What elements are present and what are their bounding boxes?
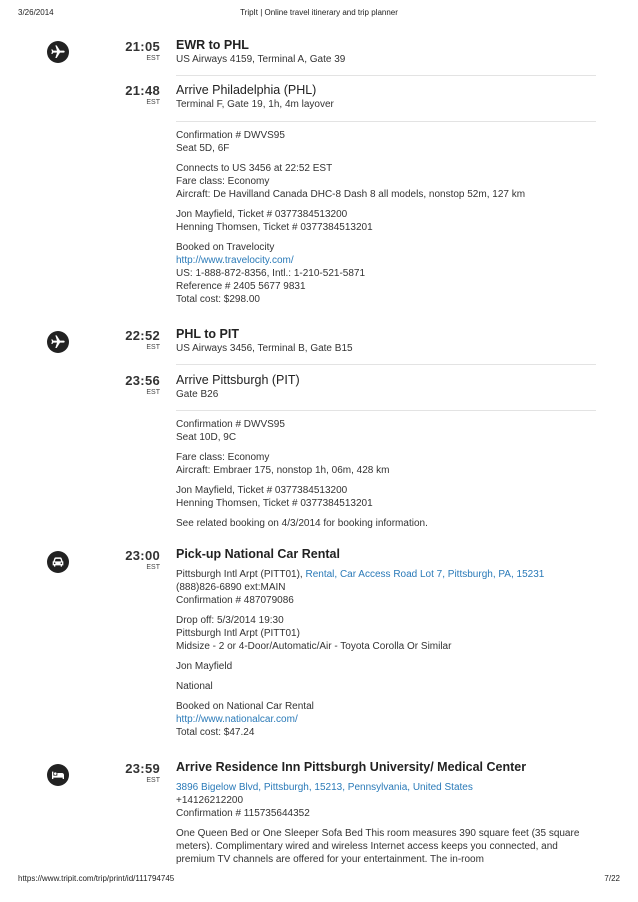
agency-phone: US: 1-888-872-8356, Intl.: 1-210-521-5871 [176, 268, 366, 279]
segment-subtitle: Gate B26 [176, 389, 219, 400]
booking-agency: Booked on Travelocity [176, 242, 275, 253]
seat-info: Seat 5D, 6F [176, 143, 230, 154]
room-description: One Queen Bed or One Sleeper Sofa Bed This room measures 390 square feet (35 square meters). Complimentary wired and wireless Internet access keeps you connected, and premium TV channels are offered for your entertainment. The in-room [176, 828, 580, 865]
travelocity-link[interactable]: http://www.travelocity.com/ [176, 255, 294, 266]
arrival-details-phl [176, 122, 596, 306]
arrival-segment-pit [176, 373, 596, 401]
page-number: 7/22 [604, 874, 620, 883]
divider [176, 75, 596, 76]
car-type: Midsize - 2 or 4-Door/Automatic/Air - Toyota Corolla Or Similar [176, 641, 452, 652]
segment-subtitle: US Airways 3456, Terminal B, Gate B15 [176, 343, 353, 354]
print-footer [18, 874, 620, 886]
segment-subtitle: Terminal F, Gate 19, 1h, 4m layover [176, 99, 334, 110]
page-url: https://www.tripit.com/trip/print/id/111794745 [18, 874, 175, 883]
flight-segment-phl-pit [176, 327, 596, 355]
booking-agency: Booked on National Car Rental [176, 701, 314, 712]
car-icon [47, 551, 69, 573]
print-header [18, 8, 620, 20]
rental-phone: (888)826-6890 ext:MAIN [176, 582, 286, 593]
driver-name: Jon Mayfield [176, 661, 233, 672]
total-cost: Total cost: $298.00 [176, 294, 260, 305]
aircraft-info: Aircraft: De Havilland Canada DHC-8 Dash 8 all models, nonstop 52m, 127 km [176, 189, 526, 200]
pickup-location: Pittsburgh Intl Arpt (PITT01), [176, 569, 306, 580]
segment-time: 21:48 EST [125, 83, 160, 106]
confirmation-number: Confirmation # DWVS95 [176, 130, 285, 141]
nationalcar-link[interactable]: http://www.nationalcar.com/ [176, 714, 298, 725]
segment-title: Pick-up National Car Rental [176, 547, 340, 561]
dropoff-location: Pittsburgh Intl Arpt (PITT01) [176, 628, 300, 639]
hotel-address-link[interactable]: 3896 Bigelow Blvd, Pittsburgh, 15213, Pennsylvania, United States [176, 782, 473, 793]
segment-title: Arrive Pittsburgh (PIT) [176, 373, 300, 387]
related-booking-note: See related booking on 4/3/2014 for booking information. [176, 518, 428, 529]
print-title: TripIt | Online travel itinerary and trip planner [240, 8, 398, 17]
divider [176, 364, 596, 365]
segment-time: 23:56 EST [125, 373, 160, 396]
confirmation-number: Confirmation # 115735644352 [176, 808, 310, 819]
car-rental-segment [176, 547, 596, 739]
confirmation-number: Confirmation # 487079086 [176, 595, 294, 606]
fare-class: Fare class: Economy [176, 176, 270, 187]
segment-title: EWR to PHL [176, 38, 249, 52]
traveler-ticket: Henning Thomsen, Ticket # 0377384513201 [176, 498, 373, 509]
arrival-segment-phl [176, 83, 596, 111]
hotel-segment [176, 760, 596, 866]
segment-time: 23:00 EST [125, 548, 160, 571]
segment-title: Arrive Residence Inn Pittsburgh University/ Medical Center [176, 760, 527, 774]
bed-icon [47, 764, 69, 786]
fare-class: Fare class: Economy [176, 452, 270, 463]
segment-time: 23:59 EST [125, 761, 160, 784]
reference-number: Reference # 2405 5677 9831 [176, 281, 306, 292]
segment-title: PHL to PIT [176, 327, 239, 341]
segment-time: 22:52 EST [125, 328, 160, 351]
confirmation-number: Confirmation # DWVS95 [176, 419, 285, 430]
arrival-details-pit [176, 411, 596, 530]
segment-title: Arrive Philadelphia (PHL) [176, 83, 317, 97]
traveler-ticket: Jon Mayfield, Ticket # 0377384513200 [176, 209, 348, 220]
airplane-icon [47, 331, 69, 353]
airplane-icon [47, 41, 69, 63]
flight-segment-ewr-phl [176, 38, 596, 66]
print-date: 3/26/2014 [18, 8, 54, 17]
hotel-phone: +14126212200 [176, 795, 244, 806]
segment-time: 21:05 EST [125, 39, 160, 62]
aircraft-info: Aircraft: Embraer 175, nonstop 1h, 06m, 428 km [176, 465, 390, 476]
segment-subtitle: US Airways 4159, Terminal A, Gate 39 [176, 54, 346, 65]
dropoff-time: Drop off: 5/3/2014 19:30 [176, 615, 284, 626]
pickup-address-link[interactable]: Rental, Car Access Road Lot 7, Pittsburgh, PA, 15231 [305, 569, 545, 580]
connection-info: Connects to US 3456 at 22:52 EST [176, 163, 333, 174]
traveler-ticket: Jon Mayfield, Ticket # 0377384513200 [176, 485, 348, 496]
total-cost: Total cost: $47.24 [176, 727, 255, 738]
traveler-ticket: Henning Thomsen, Ticket # 0377384513201 [176, 222, 373, 233]
seat-info: Seat 10D, 9C [176, 432, 237, 443]
rental-company: National [176, 681, 213, 692]
